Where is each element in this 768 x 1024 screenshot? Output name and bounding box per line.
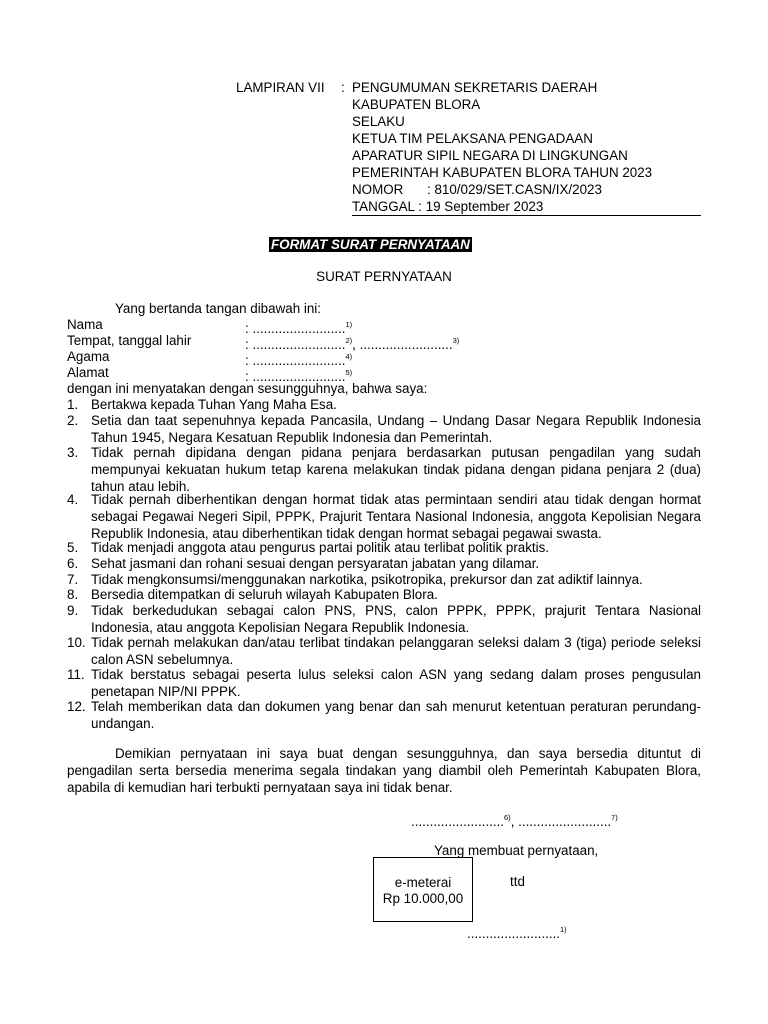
nomor-value: : 810/029/SET.CASN/IX/2023: [427, 182, 602, 197]
list-item-text: Telah memberikan data dan dokumen yang benar dan sah menurut ketentuan peraturan perundang-undangan.: [91, 699, 701, 731]
field-note-ttl-2: 3): [452, 336, 460, 345]
list-item-num: 5.: [67, 540, 79, 555]
list-item-text: Tidak pernah melakukan dan/atau terlibat tindakan pelanggaran seleksi dalam 3 (tiga) periode seleksi calon ASN sebelumnya.: [91, 635, 701, 667]
ttd-label: ttd: [510, 874, 525, 889]
field-note-alamat: 5): [345, 368, 353, 377]
field-label-alamat: Alamat: [67, 365, 109, 380]
format-title-text: FORMAT SURAT PERNYATAAN: [271, 237, 470, 252]
list-item-num: 7.: [67, 572, 79, 587]
header-line-1: PENGUMUMAN SEKRETARIS DAERAH: [352, 80, 598, 95]
list-item-text: Sehat jasmani dan rohani sesuai dengan persyaratan jabatan yang dilamar.: [91, 556, 540, 571]
intro-text: Yang bertanda tangan dibawah ini:: [115, 301, 321, 316]
header-line-6: PEMERINTAH KABUPATEN BLORA TAHUN 2023: [352, 165, 653, 180]
place-note: 6): [504, 813, 511, 822]
list-item-text: Bersedia ditempatkan di seluruh wilayah Kabupaten Blora.: [91, 587, 438, 602]
field-label-ttl: Tempat, tanggal lahir: [67, 333, 192, 348]
field-note-ttl: 2): [345, 336, 353, 345]
field-dots-agama: : .........................: [245, 353, 346, 368]
tanggal-label: TANGGAL: [352, 199, 415, 214]
tanggal-value: : 19 September 2023: [418, 199, 544, 214]
tanggal-line: [352, 198, 701, 216]
list-item-text: Tidak pernah diberhentikan dengan hormat tidak atas permintaan sendiri atau tidak dengan hormat sebagai Pegawai Negeri Sipil, PPPK, Prajurit Tentara Nasional Indonesia, anggota Kepolisian Negara Republik Indonesia, atau diberhentikan tidak dengan hormat sebagai pegawai swasta.: [91, 492, 701, 541]
list-item-text: Tidak mengkonsumsi/menggunakan narkotika, psikotropika, prekursor dan zat adiktif lainnya.: [91, 572, 643, 587]
field-dots-nama: : .........................: [245, 321, 346, 336]
signature-name-line: [467, 921, 567, 942]
lampiran-colon: :: [341, 80, 345, 95]
list-item-num: 2.: [67, 413, 79, 428]
field-note-nama: 1): [345, 320, 353, 329]
closing-paragraph: Demikian pernyataan ini saya buat dengan sesungguhnya, dan saya bersedia dituntut di pengadilan serta bersedia menerima segala tindakan yang diambil oleh Pemerintah Kabupaten Blora, apabila di kemudian hari terbukti pernyataan saya ini tidak benar.: [67, 746, 701, 795]
header-line-5: APARATUR SIPIL NEGARA DI LINGKUNGAN: [352, 148, 628, 163]
header-line-4: KETUA TIM PELAKSANA PENGADAAN: [352, 131, 593, 146]
field-dots-alamat: : .........................: [245, 369, 346, 384]
stamp-line-1: e-meterai: [394, 875, 452, 890]
list-item-text: Tidak berkedudukan sebagai calon PNS, PNS, calon PPPK, PPPK, prajurit Tentara Nasional Indonesia, atau anggota Kepolisian Negara Republik Indonesia.: [91, 603, 701, 635]
list-item-num: 8.: [67, 587, 79, 602]
list-item-num: 11.: [67, 667, 85, 682]
list-item-num: 10.: [67, 635, 86, 650]
list-item-num: 1.: [67, 397, 79, 412]
header-line-3: SELAKU: [352, 114, 405, 129]
list-item-text: Tidak menjadi anggota atau pengurus partai politik atau terlibat politik praktis.: [91, 540, 550, 555]
list-item-num: 3.: [67, 445, 79, 460]
list-item-text: Tidak pernah dipidana dengan pidana penjara berdasarkan putusan pengadilan yang sudah mempunyai kekuatan hukum tetap karena melakukan tindak pidana dengan pidana penjara 2 (dua) tahun atau lebih.: [91, 445, 701, 494]
date-note: 7): [611, 813, 618, 822]
format-title: [269, 236, 472, 253]
field-note-agama: 4): [345, 352, 353, 361]
place-date-line: [411, 809, 618, 830]
lampiran-label: LAMPIRAN VII: [236, 80, 325, 95]
statement-intro: dengan ini menyatakan dengan sesungguhnya, bahwa saya:: [67, 381, 428, 396]
stamp-line-2: Rp 10.000,00: [382, 891, 464, 906]
list-item-text: Bertakwa kepada Tuhan Yang Maha Esa.: [91, 397, 337, 412]
header-line-2: KABUPATEN BLORA: [352, 97, 481, 112]
date-dots: , .........................: [510, 814, 612, 829]
place-dots: .........................: [411, 814, 505, 829]
signature-dots: .........................: [467, 926, 561, 941]
doc-title: SURAT PERNYATAAN: [316, 269, 452, 284]
list-item-num: 4.: [67, 492, 79, 507]
list-item-num: 9.: [67, 603, 79, 618]
list-item-num: 6.: [67, 556, 79, 571]
field-dots-ttl: : .........................: [245, 337, 346, 352]
list-item-text: Setia dan taat sepenuhnya kepada Pancasila, Undang – Undang Dasar Negara Republik Indonesia Tahun 1945, Negara Kesatuan Republik Indonesia dan Pemerintah.: [91, 413, 701, 445]
field-dots-ttl-2: , .........................: [352, 337, 453, 352]
signature-note: 1): [560, 925, 567, 934]
field-label-agama: Agama: [67, 349, 110, 364]
nomor-label: NOMOR: [352, 182, 404, 197]
list-item-text: Tidak berstatus sebagai peserta lulus seleksi calon ASN yang sedang dalam proses pengusulan penetapan NIP/NI PPPK.: [91, 667, 701, 699]
signer-label: Yang membuat pernyataan,: [434, 843, 599, 858]
e-meterai-stamp: [373, 857, 473, 922]
list-item-num: 12.: [67, 699, 86, 714]
field-label-nama: Nama: [67, 317, 103, 332]
